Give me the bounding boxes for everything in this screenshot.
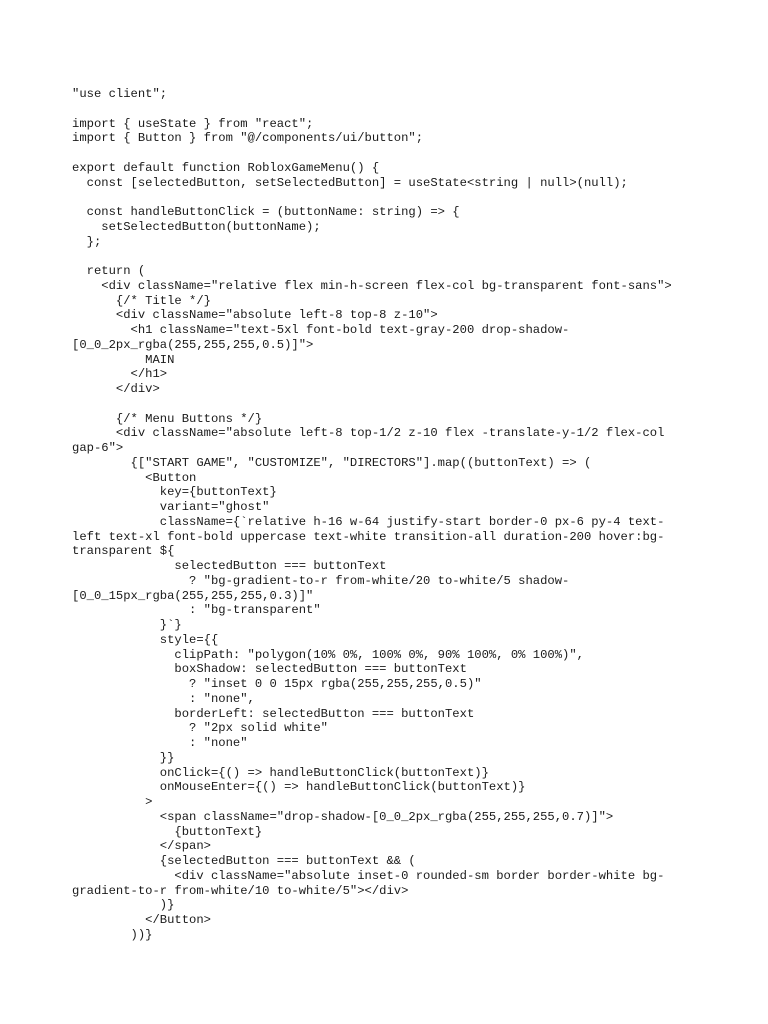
- code-line: [0_0_15px_rgba(255,255,255,0.3)]": [72, 588, 314, 603]
- code-line: <div className="relative flex min-h-screen flex-col bg-transparent font-sans">: [72, 278, 672, 293]
- code-line: import { Button } from "@/components/ui/button";: [72, 131, 424, 146]
- code-line: <h1 className="text-5xl font-bold text-gray-200 drop-shadow-: [72, 323, 570, 337]
- code-line: : "none",: [72, 691, 255, 706]
- code-line: transparent ${: [72, 544, 175, 559]
- code-line: : "bg-transparent": [72, 603, 321, 618]
- code-line: [0_0_2px_rgba(255,255,255,0.5)]">: [72, 337, 314, 352]
- code-line: ? "2px solid white": [72, 721, 328, 736]
- code-line: <span className="drop-shadow-[0_0_2px_rgba(255,255,255,0.7)]">: [72, 809, 614, 824]
- code-line: selectedButton === buttonText: [72, 559, 387, 573]
- code-line: import { useState } from "react";: [72, 116, 314, 131]
- code-line: ? "bg-gradient-to-r from-white/20 to-white/5 shadow-: [72, 573, 570, 588]
- code-document: [72, 87, 692, 943]
- code-line: };: [72, 234, 102, 249]
- code-line: ))}: [72, 927, 153, 942]
- code-line: {/* Menu Buttons */}: [72, 411, 263, 426]
- code-line: left text-xl font-bold uppercase text-white transition-all duration-200 hover:bg-: [72, 529, 665, 544]
- code-line: borderLeft: selectedButton === buttonText: [72, 706, 475, 721]
- code-line: const [selectedButton, setSelectedButton] = useState<string | null>(null);: [72, 175, 628, 190]
- code-line: onMouseEnter={() => handleButtonClick(buttonText)}: [72, 780, 526, 795]
- code-line: [72, 397, 692, 412]
- code-line: className={`relative h-16 w-64 justify-start border-0 px-6 py-4 text-: [72, 514, 665, 529]
- code-line: }}: [72, 750, 175, 765]
- code-line: [72, 190, 692, 205]
- code-line: gap-6">: [72, 441, 124, 455]
- code-line: {/* Title */}: [72, 293, 211, 308]
- code-line: <div className="absolute left-8 top-1/2 z-10 flex -translate-y-1/2 flex-col: [72, 426, 665, 441]
- code-line: {selectedButton === buttonText && (: [72, 854, 416, 868]
- code-line: return (: [72, 264, 146, 278]
- code-line: gradient-to-r from-white/10 to-white/5"></div>: [72, 883, 409, 898]
- code-line: </h1>: [72, 367, 168, 382]
- code-line: style={{: [72, 632, 219, 647]
- code-line: onClick={() => handleButtonClick(buttonText)}: [72, 765, 489, 780]
- code-line: [72, 102, 692, 117]
- code-line: )}: [72, 898, 175, 913]
- code-line: key={buttonText}: [72, 485, 277, 500]
- code-line: </Button>: [72, 913, 211, 927]
- code-line: <div className="absolute left-8 top-8 z-10">: [72, 308, 438, 323]
- code-line: [72, 146, 692, 161]
- code-line: const handleButtonClick = (buttonName: string) => {: [72, 205, 460, 219]
- code-line: "use client";: [72, 87, 168, 101]
- code-line: variant="ghost": [72, 500, 270, 514]
- code-line: clipPath: "polygon(10% 0%, 100% 0%, 90% 100%, 0% 100%)",: [72, 647, 584, 662]
- code-line: boxShadow: selectedButton === buttonText: [72, 662, 467, 677]
- code-line: {["START GAME", "CUSTOMIZE", "DIRECTORS"].map((buttonText) => (: [72, 455, 592, 470]
- code-line: : "none": [72, 736, 248, 750]
- code-line: setSelectedButton(buttonName);: [72, 219, 321, 234]
- code-line: </div>: [72, 382, 160, 396]
- code-line: export default function RobloxGameMenu() {: [72, 160, 380, 175]
- code-line: >: [72, 795, 153, 809]
- code-line: <Button: [72, 470, 197, 485]
- code-line: MAIN: [72, 352, 175, 367]
- code-line: [72, 249, 692, 264]
- code-line: <div className="absolute inset-0 rounded-sm border border-white bg-: [72, 868, 665, 883]
- code-line: ? "inset 0 0 15px rgba(255,255,255,0.5)": [72, 677, 482, 691]
- code-line: {buttonText}: [72, 824, 263, 839]
- code-line: </span>: [72, 839, 211, 854]
- code-line: }`}: [72, 618, 182, 632]
